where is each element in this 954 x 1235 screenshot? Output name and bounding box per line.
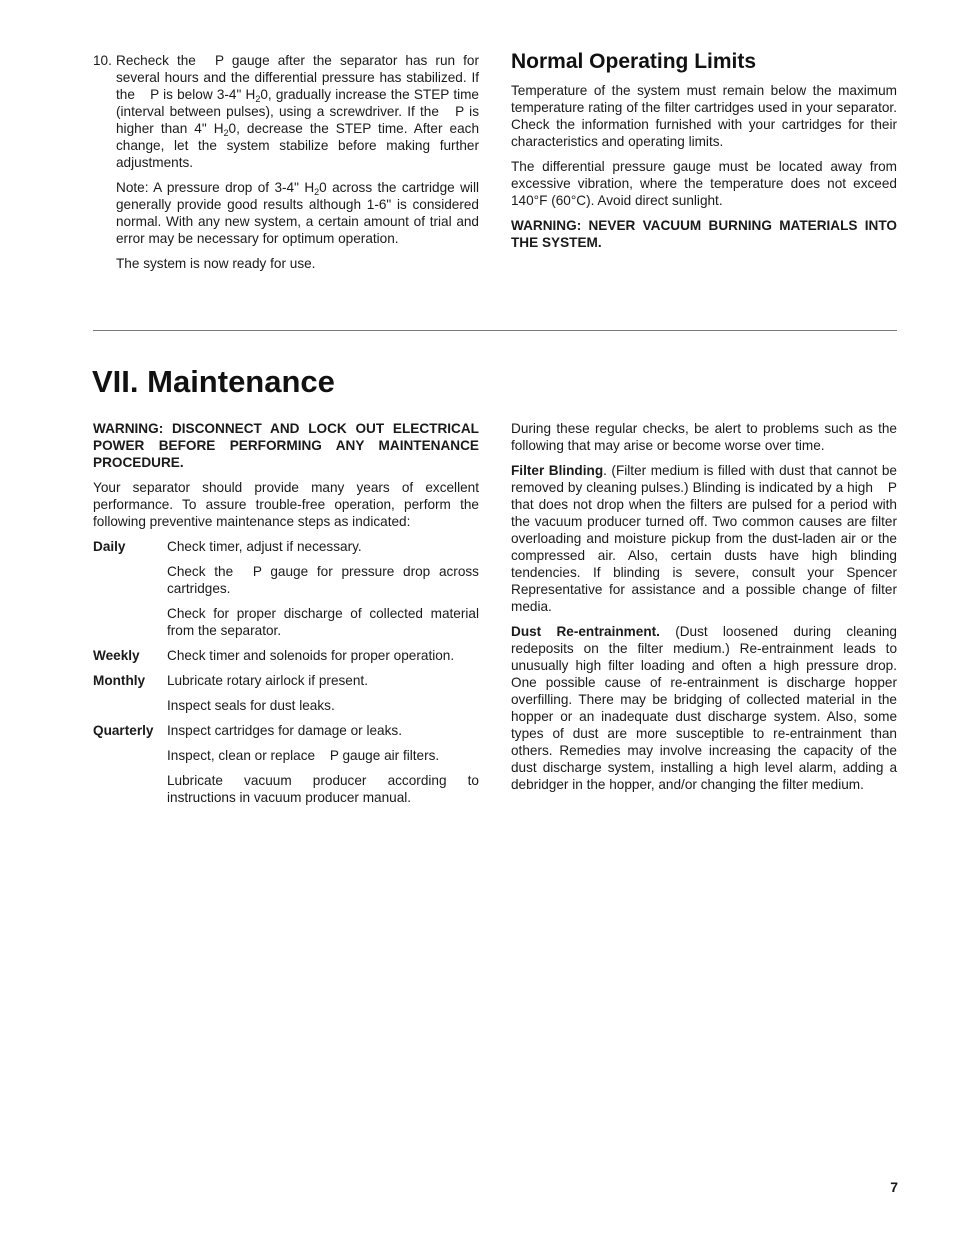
limits-paragraph-1: Temperature of the system must remain below the maximum temperature rating of the filter cartridges used in your separator. Check the information furnished with your cartridges for their characteristics and operating limits. bbox=[511, 83, 897, 149]
operating-limits-heading: Normal Operating Limits bbox=[511, 50, 757, 73]
subscript: 2 bbox=[314, 187, 320, 197]
section-divider bbox=[93, 330, 897, 331]
system-ready-text: The system is now ready for use. bbox=[116, 256, 316, 271]
schedule-task bbox=[167, 563, 479, 597]
checks-intro: During these regular checks, be alert to problems such as the following that may arise or become worse over time. bbox=[511, 421, 897, 453]
filter-blinding-text: . (Filter medium is filled with dust that cannot be removed by cleaning pulses.) Blinding is indicated by a high bbox=[511, 463, 897, 495]
step-10-item bbox=[93, 52, 479, 171]
filter-blinding-text-2: P that does not drop when the filters are pulsed for a period with the vacuum producer turned off. Two common causes are filter overloading and moisture pickup from the dust-laden air or the compressed air. Also, certain dusts have high blinding tendencies. If blinding is severe, consult your Spencer Representative for assistance and a possible change of filter media. bbox=[511, 480, 897, 614]
maintenance-warning: WARNING: DISCONNECT AND LOCK OUT ELECTRICAL POWER BEFORE PERFORMING ANY MAINTENANCE PROCEDURE. bbox=[93, 421, 479, 470]
schedule-quarterly-2 bbox=[93, 747, 479, 764]
step-10-note bbox=[93, 179, 479, 247]
filter-blinding-paragraph bbox=[511, 462, 897, 615]
maintenance-intro: Your separator should provide many years of excellent performance. To assure trouble-free operation, perform the following preventive maintenance steps as indicated: bbox=[93, 480, 479, 529]
subscript: 2 bbox=[223, 128, 229, 138]
step-10-text-d: 0, gradually increase the STEP time (interval between pulses), using a screwdriver. If the bbox=[116, 87, 479, 119]
maintenance-problems-section bbox=[511, 420, 897, 793]
subscript: 2 bbox=[255, 94, 261, 104]
limits-paragraph-2: The differential pressure gauge must be located away from excessive vibration, where the temperature does not exceed 140°F (60°C). Avoid direct sunlight. bbox=[511, 159, 897, 208]
schedule-label-quarterly: Quarterly bbox=[93, 723, 154, 738]
reentrainment-title: Dust Re-entrainment. bbox=[511, 624, 660, 639]
step-10-section bbox=[93, 52, 479, 272]
step-10-paragraph bbox=[116, 52, 479, 171]
step-10-text-f: 0, decrease the STEP time. After each change, let the system stabilize before making further adjustments. bbox=[116, 121, 480, 170]
schedule-daily bbox=[93, 538, 479, 555]
schedule-task: Check timer and solenoids for proper operation. bbox=[167, 648, 455, 663]
schedule-task: Check for proper discharge of collected material from the separator. bbox=[167, 606, 479, 638]
maintenance-schedule-section bbox=[93, 420, 479, 806]
page-number: 7 bbox=[890, 1179, 898, 1195]
filter-blinding-title: Filter Blinding bbox=[511, 463, 604, 478]
step-10-text-c: P is below 3-4" H bbox=[150, 87, 256, 102]
step-10-text-a: Recheck the bbox=[116, 53, 196, 68]
schedule-quarterly bbox=[93, 722, 479, 739]
schedule-monthly bbox=[93, 672, 479, 689]
schedule-label-weekly: Weekly bbox=[93, 648, 140, 663]
schedule-monthly-2 bbox=[93, 697, 479, 714]
task-text-a: Check the bbox=[167, 564, 234, 579]
schedule-task: Check timer, adjust if necessary. bbox=[167, 539, 362, 554]
schedule-label-daily: Daily bbox=[93, 539, 126, 554]
step-number: 10. bbox=[93, 53, 112, 68]
maintenance-heading: VII. Maintenance bbox=[92, 364, 335, 399]
schedule-label-monthly: Monthly bbox=[93, 673, 146, 688]
step-10-text-e: P is higher than 4" H bbox=[116, 104, 479, 136]
note-text-b: 0 across the cartridge will generally provide good results although 1-6" is considered normal. With any new system, a certain amount of trial and error may be necessary for optimum operation. bbox=[116, 180, 479, 246]
task-text-a: Inspect, clean or replace bbox=[167, 748, 316, 763]
operating-limits-section bbox=[511, 49, 897, 251]
schedule-task: Inspect cartridges for damage or leaks. bbox=[167, 723, 402, 738]
reentrainment-paragraph bbox=[511, 623, 897, 793]
schedule-task: Lubricate rotary airlock if present. bbox=[167, 673, 368, 688]
schedule-daily-2 bbox=[93, 563, 479, 597]
task-text-b: P gauge for pressure drop across cartridges. bbox=[167, 564, 479, 596]
step-10-text-b: P gauge after the separator has run for several hours and the differential pressure has stabilized. If the bbox=[116, 53, 480, 102]
reentrainment-text: (Dust loosened during cleaning redeposits on the filter medium.) Re-entrainment leads to unusually high filter loading and often a high pressure drop. One possible cause of re-entrainment is discharge hopper overfilling. There may be bridging of collected material in the hopper or an inadequate dust discharge system. Also, some types of dust are more susceptible to re-entrainment than others. Remedies may involve increasing the capacity of the dust discharge system, installing a high level alarm, adding a debridger in the hopper, and/or changing the filter medium. bbox=[511, 624, 897, 792]
schedule-task bbox=[167, 747, 479, 764]
limits-warning: WARNING: NEVER VACUUM BURNING MATERIALS INTO THE SYSTEM. bbox=[511, 218, 897, 250]
schedule-task: Inspect seals for dust leaks. bbox=[167, 698, 335, 713]
task-text-b: P gauge air filters. bbox=[329, 748, 440, 763]
schedule-quarterly-3 bbox=[93, 772, 479, 806]
schedule-task: Lubricate vacuum producer according to instructions in vacuum producer manual. bbox=[167, 773, 479, 805]
schedule-weekly bbox=[93, 647, 479, 664]
note-text-a: Note: A pressure drop of 3-4" H bbox=[116, 180, 315, 195]
schedule-daily-3 bbox=[93, 605, 479, 639]
